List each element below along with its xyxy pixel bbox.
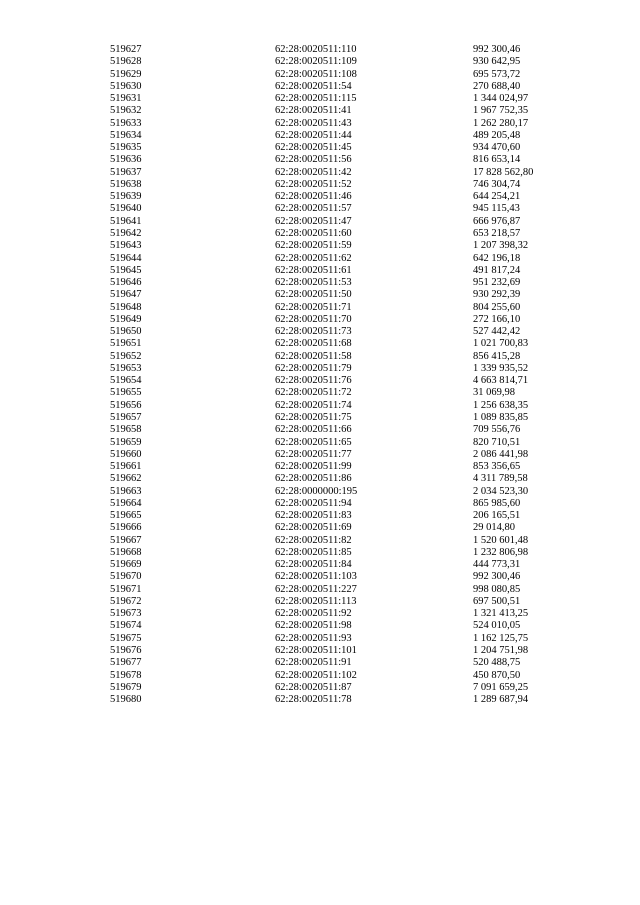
table-row bbox=[0, 338, 640, 350]
cost-value: 1 967 752,35 bbox=[473, 105, 529, 117]
row-number: 519659 bbox=[110, 436, 142, 448]
cost-value: 4 311 789,58 bbox=[473, 473, 528, 485]
cost-value: 998 080,85 bbox=[473, 583, 521, 595]
cadastral-number: 62:28:0020511:85 bbox=[275, 546, 352, 558]
row-number: 519635 bbox=[110, 142, 142, 154]
table-row bbox=[0, 216, 640, 228]
table-row bbox=[0, 167, 640, 179]
row-number: 519628 bbox=[110, 56, 142, 68]
cadastral-number: 62:28:0020511:69 bbox=[275, 522, 352, 534]
cadastral-number: 62:28:0020511:57 bbox=[275, 203, 352, 215]
cost-value: 1 021 700,83 bbox=[473, 338, 529, 350]
cost-value: 1 289 687,94 bbox=[473, 694, 529, 706]
row-number: 519627 bbox=[110, 44, 142, 55]
cost-value: 820 710,51 bbox=[473, 436, 521, 448]
cadastral-number: 62:28:0020511:115 bbox=[275, 93, 357, 105]
cost-value: 1 232 806,98 bbox=[473, 546, 529, 558]
table-row bbox=[0, 179, 640, 191]
cadastral-number: 62:28:0020511:79 bbox=[275, 362, 352, 374]
cadastral-number: 62:28:0020511:53 bbox=[275, 277, 352, 289]
row-number: 519649 bbox=[110, 313, 142, 325]
row-number: 519653 bbox=[110, 362, 142, 374]
row-number: 519679 bbox=[110, 681, 142, 693]
cadastral-number: 62:28:0020511:87 bbox=[275, 681, 352, 693]
row-number: 519675 bbox=[110, 632, 142, 644]
row-number: 519663 bbox=[110, 485, 142, 497]
table-row bbox=[0, 620, 640, 632]
cost-value: 695 573,72 bbox=[473, 68, 521, 80]
table-row bbox=[0, 363, 640, 375]
row-number: 519644 bbox=[110, 252, 142, 264]
cost-value: 804 255,60 bbox=[473, 301, 521, 313]
cost-value: 930 292,39 bbox=[473, 289, 521, 301]
table-row bbox=[0, 670, 640, 682]
cost-value: 2 034 523,30 bbox=[473, 485, 529, 497]
cadastral-number: 62:28:0020511:41 bbox=[275, 105, 352, 117]
row-number: 519651 bbox=[110, 338, 142, 350]
row-number: 519657 bbox=[110, 411, 142, 423]
table-row bbox=[0, 657, 640, 669]
cadastral-number: 62:28:0020511:60 bbox=[275, 227, 352, 239]
cadastral-number: 62:28:0020511:54 bbox=[275, 80, 352, 92]
cost-value: 853 356,65 bbox=[473, 461, 521, 473]
row-number: 519678 bbox=[110, 669, 142, 681]
cost-value: 524 010,05 bbox=[473, 620, 521, 632]
row-number: 519640 bbox=[110, 203, 142, 215]
cost-value: 1 162 125,75 bbox=[473, 632, 529, 644]
cost-value: 520 488,75 bbox=[473, 657, 521, 669]
cost-value: 1 256 638,35 bbox=[473, 399, 529, 411]
cadastral-number: 62:28:0020511:86 bbox=[275, 473, 352, 485]
cadastral-number: 62:28:0020511:45 bbox=[275, 142, 352, 154]
cadastral-number: 62:28:0020511:59 bbox=[275, 240, 352, 252]
cost-value: 642 196,18 bbox=[473, 252, 521, 264]
row-number: 519648 bbox=[110, 301, 142, 313]
cost-value: 527 442,42 bbox=[473, 326, 521, 338]
cadastral-number: 62:28:0020511:103 bbox=[275, 571, 357, 583]
table-row bbox=[0, 522, 640, 534]
table-row bbox=[0, 326, 640, 338]
cadastral-number: 62:28:0020511:91 bbox=[275, 657, 352, 669]
cadastral-number: 62:28:0020511:73 bbox=[275, 326, 352, 338]
table-row bbox=[0, 240, 640, 252]
cadastral-number: 62:28:0020511:65 bbox=[275, 436, 352, 448]
table-row bbox=[0, 81, 640, 93]
table-row bbox=[0, 510, 640, 522]
table-row bbox=[0, 142, 640, 154]
row-number: 519676 bbox=[110, 645, 142, 657]
cost-value: 29 014,80 bbox=[473, 522, 515, 534]
row-number: 519638 bbox=[110, 178, 142, 190]
table-row bbox=[0, 118, 640, 130]
table-row bbox=[0, 596, 640, 608]
row-number: 519631 bbox=[110, 93, 142, 105]
cost-value: 270 688,40 bbox=[473, 80, 521, 92]
row-number: 519634 bbox=[110, 129, 142, 141]
cost-value: 644 254,21 bbox=[473, 191, 521, 203]
cadastral-number: 62:28:0020511:75 bbox=[275, 411, 352, 423]
cost-value: 865 985,60 bbox=[473, 497, 521, 509]
table-row bbox=[0, 645, 640, 657]
table-row bbox=[0, 682, 640, 694]
table-row bbox=[0, 105, 640, 117]
cadastral-number: 62:28:0020511:50 bbox=[275, 289, 352, 301]
row-number: 519661 bbox=[110, 461, 142, 473]
cadastral-number: 62:28:0020511:82 bbox=[275, 534, 352, 546]
cost-value: 489 205,48 bbox=[473, 129, 521, 141]
row-number: 519637 bbox=[110, 166, 142, 178]
table-row bbox=[0, 351, 640, 363]
row-number: 519672 bbox=[110, 595, 142, 607]
table-row bbox=[0, 253, 640, 265]
cost-value: 746 304,74 bbox=[473, 178, 521, 190]
table-row bbox=[0, 449, 640, 461]
cadastral-number: 62:28:0020511:44 bbox=[275, 129, 352, 141]
row-number: 519669 bbox=[110, 559, 142, 571]
cost-value: 697 500,51 bbox=[473, 595, 521, 607]
table-row bbox=[0, 424, 640, 436]
table-row bbox=[0, 608, 640, 620]
table-row bbox=[0, 93, 640, 105]
cadastral-number: 62:28:0020511:46 bbox=[275, 191, 352, 203]
cadastral-number: 62:28:0020511:93 bbox=[275, 632, 352, 644]
table-row bbox=[0, 191, 640, 203]
row-number: 519666 bbox=[110, 522, 142, 534]
cost-value: 206 165,51 bbox=[473, 510, 521, 522]
row-number: 519632 bbox=[110, 105, 142, 117]
row-number: 519671 bbox=[110, 583, 142, 595]
cost-value: 7 091 659,25 bbox=[473, 681, 529, 693]
row-number: 519641 bbox=[110, 215, 142, 227]
table-row bbox=[0, 547, 640, 559]
cost-value: 709 556,76 bbox=[473, 424, 521, 436]
cadastral-number: 62:28:0020511:84 bbox=[275, 559, 352, 571]
table-row bbox=[0, 437, 640, 449]
table-row bbox=[0, 154, 640, 166]
row-number: 519655 bbox=[110, 387, 142, 399]
cadastral-number: 62:28:0020511:83 bbox=[275, 510, 352, 522]
cadastral-number: 62:28:0020511:92 bbox=[275, 608, 352, 620]
cost-value: 1 520 601,48 bbox=[473, 534, 529, 546]
table-row bbox=[0, 69, 640, 81]
table-row bbox=[0, 400, 640, 412]
cadastral-number: 62:28:0020511:70 bbox=[275, 313, 352, 325]
cost-value: 1 204 751,98 bbox=[473, 645, 529, 657]
table-row bbox=[0, 694, 640, 706]
table-row bbox=[0, 265, 640, 277]
cadastral-number: 62:28:0020511:42 bbox=[275, 166, 352, 178]
cost-value: 31 069,98 bbox=[473, 387, 515, 399]
row-number: 519642 bbox=[110, 227, 142, 239]
row-number: 519662 bbox=[110, 473, 142, 485]
row-number: 519639 bbox=[110, 191, 142, 203]
cost-value: 945 115,43 bbox=[473, 203, 520, 215]
cadastral-number: 62:28:0020511:47 bbox=[275, 215, 352, 227]
cadastral-number: 62:28:0020511:61 bbox=[275, 264, 352, 276]
row-number: 519674 bbox=[110, 620, 142, 632]
table-row bbox=[0, 302, 640, 314]
cadastral-number: 62:28:0020511:62 bbox=[275, 252, 352, 264]
table-row bbox=[0, 498, 640, 510]
table-row bbox=[0, 461, 640, 473]
cadastral-number: 62:28:0020511:110 bbox=[275, 44, 357, 55]
cost-value: 1 339 935,52 bbox=[473, 362, 529, 374]
table-row bbox=[0, 535, 640, 547]
cost-value: 653 218,57 bbox=[473, 227, 521, 239]
row-number: 519629 bbox=[110, 68, 142, 80]
row-number: 519673 bbox=[110, 608, 142, 620]
row-number: 519646 bbox=[110, 277, 142, 289]
cost-value: 2 086 441,98 bbox=[473, 448, 529, 460]
cadastral-number: 62:28:0020511:98 bbox=[275, 620, 352, 632]
table-row bbox=[0, 130, 640, 142]
cost-value: 1 207 398,32 bbox=[473, 240, 529, 252]
cadastral-number: 62:28:0000000:195 bbox=[275, 485, 358, 497]
table-row bbox=[0, 289, 640, 301]
table-row bbox=[0, 44, 640, 56]
cadastral-number: 62:28:0020511:108 bbox=[275, 68, 357, 80]
table-row bbox=[0, 228, 640, 240]
cadastral-number: 62:28:0020511:71 bbox=[275, 301, 352, 313]
table-row bbox=[0, 387, 640, 399]
table-row bbox=[0, 412, 640, 424]
row-number: 519670 bbox=[110, 571, 142, 583]
cost-value: 992 300,46 bbox=[473, 44, 521, 55]
cadastral-number: 62:28:0020511:109 bbox=[275, 56, 357, 68]
cost-value: 444 773,31 bbox=[473, 559, 521, 571]
table-row bbox=[0, 473, 640, 485]
table-row bbox=[0, 203, 640, 215]
row-number: 519636 bbox=[110, 154, 142, 166]
cadastral-number: 62:28:0020511:74 bbox=[275, 399, 352, 411]
row-number: 519677 bbox=[110, 657, 142, 669]
table-row bbox=[0, 559, 640, 571]
cost-value: 1 344 024,97 bbox=[473, 93, 529, 105]
cadastral-number: 62:28:0020511:101 bbox=[275, 645, 357, 657]
cost-value: 666 976,87 bbox=[473, 215, 521, 227]
cost-value: 816 653,14 bbox=[473, 154, 521, 166]
row-number: 519654 bbox=[110, 375, 142, 387]
row-number: 519665 bbox=[110, 510, 142, 522]
cadastral-number: 62:28:0020511:99 bbox=[275, 461, 352, 473]
cost-value: 951 232,69 bbox=[473, 277, 521, 289]
row-number: 519667 bbox=[110, 534, 142, 546]
row-number: 519680 bbox=[110, 694, 142, 706]
table-row bbox=[0, 571, 640, 583]
cost-value: 4 663 814,71 bbox=[473, 375, 529, 387]
cost-value: 1 321 413,25 bbox=[473, 608, 529, 620]
cost-value: 491 817,24 bbox=[473, 264, 521, 276]
cadastral-number: 62:28:0020511:58 bbox=[275, 350, 352, 362]
table-row bbox=[0, 277, 640, 289]
row-number: 519668 bbox=[110, 546, 142, 558]
cadastral-number: 62:28:0020511:78 bbox=[275, 694, 352, 706]
cadastral-number: 62:28:0020511:72 bbox=[275, 387, 352, 399]
row-number: 519647 bbox=[110, 289, 142, 301]
table-row bbox=[0, 56, 640, 68]
row-number: 519650 bbox=[110, 326, 142, 338]
row-number: 519660 bbox=[110, 448, 142, 460]
cost-value: 934 470,60 bbox=[473, 142, 521, 154]
cadastral-number: 62:28:0020511:76 bbox=[275, 375, 352, 387]
cost-value: 856 415,28 bbox=[473, 350, 521, 362]
row-number: 519633 bbox=[110, 117, 142, 129]
table-row bbox=[0, 314, 640, 326]
row-number: 519630 bbox=[110, 80, 142, 92]
cadastral-number: 62:28:0020511:68 bbox=[275, 338, 352, 350]
cost-value: 1 089 835,85 bbox=[473, 411, 529, 423]
cost-value: 930 642,95 bbox=[473, 56, 521, 68]
cadastral-number: 62:28:0020511:102 bbox=[275, 669, 357, 681]
row-number: 519664 bbox=[110, 497, 142, 509]
table-row bbox=[0, 486, 640, 498]
cadastral-number: 62:28:0020511:227 bbox=[275, 583, 357, 595]
cadastral-number: 62:28:0020511:52 bbox=[275, 178, 352, 190]
table-row bbox=[0, 375, 640, 387]
row-number: 519643 bbox=[110, 240, 142, 252]
cadastral-number: 62:28:0020511:77 bbox=[275, 448, 352, 460]
row-number: 519645 bbox=[110, 264, 142, 276]
cost-value: 1 262 280,17 bbox=[473, 117, 529, 129]
row-number: 519652 bbox=[110, 350, 142, 362]
cost-value: 272 166,10 bbox=[473, 313, 521, 325]
cadastral-number: 62:28:0020511:43 bbox=[275, 117, 352, 129]
cadastral-number: 62:28:0020511:113 bbox=[275, 595, 357, 607]
row-number: 519658 bbox=[110, 424, 142, 436]
cost-value: 450 870,50 bbox=[473, 669, 521, 681]
table-row bbox=[0, 584, 640, 596]
row-number: 519656 bbox=[110, 399, 142, 411]
cadastral-number: 62:28:0020511:94 bbox=[275, 497, 352, 509]
cadastral-number: 62:28:0020511:56 bbox=[275, 154, 352, 166]
table-row bbox=[0, 633, 640, 645]
cost-value: 992 300,46 bbox=[473, 571, 521, 583]
data-table bbox=[0, 44, 640, 706]
cadastral-number: 62:28:0020511:66 bbox=[275, 424, 352, 436]
cost-value: 17 828 562,80 bbox=[473, 166, 534, 178]
